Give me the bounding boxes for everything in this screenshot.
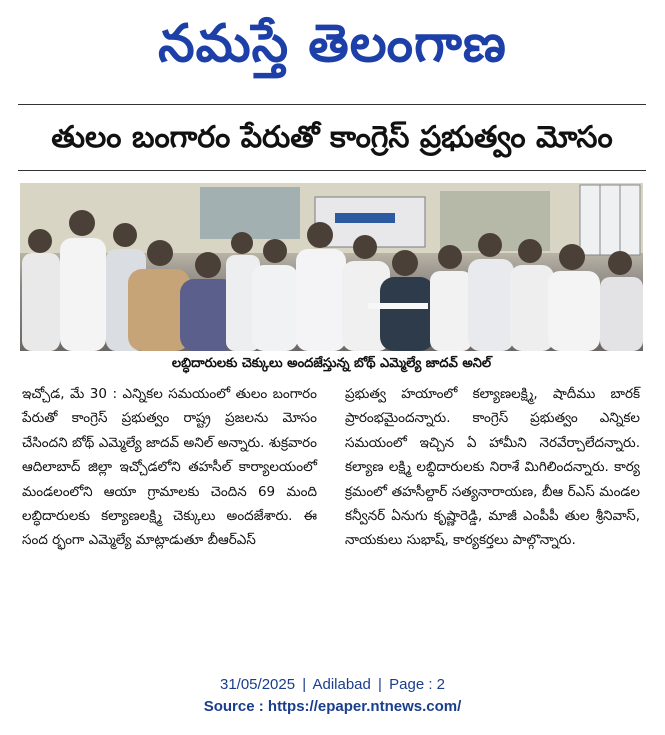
footer-edition-line bbox=[0, 676, 665, 693]
footer-edition: Adilabad bbox=[312, 676, 371, 693]
footer-date: 31/05/2025 bbox=[219, 676, 296, 693]
masthead bbox=[0, 0, 665, 100]
footer-source: Source : https://epaper.ntnews.com/ bbox=[203, 698, 462, 715]
photo-caption: లబ్ధిదారులకు చెక్కులు అందజేస్తున్న బోథ్ ఎమ్మెల్యే జాదవ్ అనిల్ bbox=[171, 356, 492, 371]
footer-separator: | bbox=[378, 676, 382, 693]
article-body-right-column bbox=[345, 382, 640, 553]
photo-illustration bbox=[20, 183, 643, 351]
footer-separator: | bbox=[302, 676, 307, 693]
article-headline: తులం బంగారం పేరుతో కాంగ్రెస్ ప్రభుత్వం మోసం bbox=[51, 120, 613, 155]
headline-divider bbox=[18, 170, 646, 171]
article-body-left-column bbox=[22, 382, 317, 553]
article-paragraph: ప్రభుత్వ హయాంలో కల్యాణలక్ష్మి, షాదీము బారక్ ప్రారంభమైందన్నారు. కాంగ్రెస్ ప్రభుత్వం ఎన్నికల సమయంలో ఇచ్చిన ఏ హామీని నెరవేర్చాలేదన్నారు. కల్యాణ లక్ష్మి లబ్ధిదారులకు నిరాశే మిగిలిందన్నారు. కార్య క్రమంలో తహసీల్దార్ సత్యనారాయణ, బీఆ ర్ఎస్ మండల కన్వీనర్ ఏనుగు కృష్ణారెడ్డి, మాజీ ఎంపీపీ తుల శ్రీనివాస్, నాయకులు సుభాష్, కార్యకర్తలు పాల్గొన్నారు. bbox=[345, 386, 640, 549]
article-paragraph: ఇచ్చోడ, మే 30 : ఎన్నికల సమయంలో తులం బంగారం పేరుతో కాంగ్రెస్ ప్రభుత్వం రాష్ట్ర ప్రజలను మోసం చేసిందని బోథ్ ఎమ్మెల్యే జాదవ్ అనిల్ అన్నారు. శుక్రవారం ఆదిలాబాద్ జిల్లా ఇచ్చోడలోని తహసీల్ కార్యాలయంలో మండలంలోని ఆయా గ్రామాలకు చెందిన 69 మంది లబ్ధిదారులకు కల్యాణలక్ష్మి చెక్కులు అందజేశారు. ఈ సంద ర్భంగా ఎమ్మెల్యే మాట్లాడుతూ బీఆర్ఎస్ bbox=[22, 386, 317, 549]
top-divider bbox=[18, 104, 646, 105]
newspaper-logo: నమస్తే తెలంగాణ bbox=[158, 13, 507, 74]
article-photo bbox=[20, 183, 643, 351]
footer-page: Page : 2 bbox=[389, 676, 446, 693]
